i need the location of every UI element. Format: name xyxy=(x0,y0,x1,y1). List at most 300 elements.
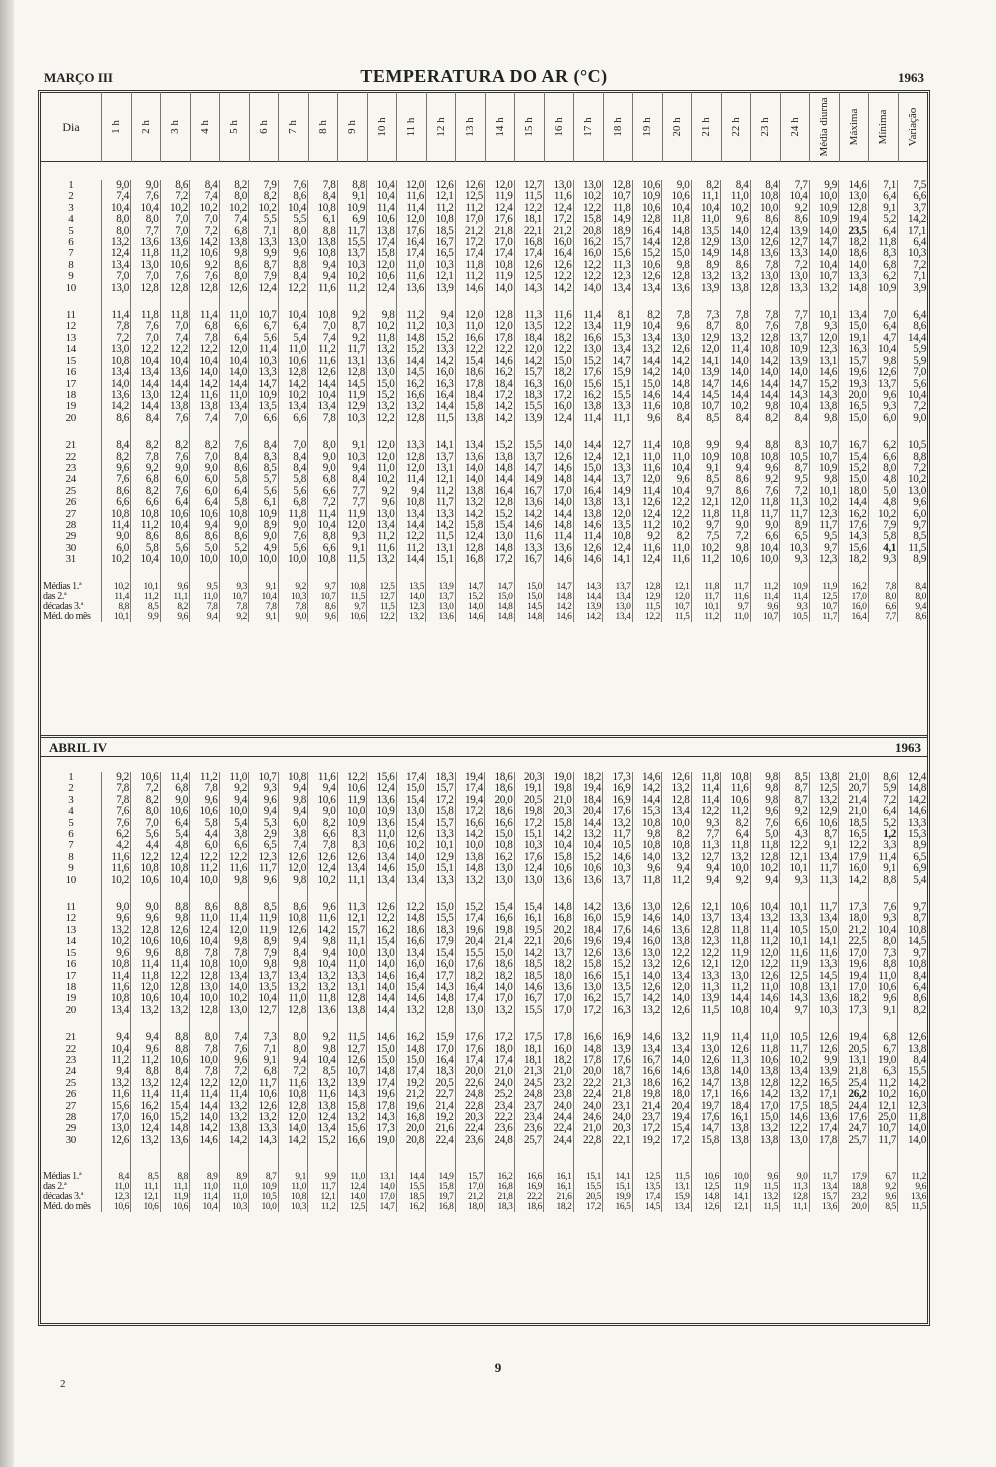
value-cell: 12,2 xyxy=(662,497,692,508)
value-cell: 16,4 xyxy=(544,248,574,259)
value-cell: 15,0 xyxy=(573,463,603,474)
value-cell: 11,0 xyxy=(455,321,485,332)
value-cell: 10,4 xyxy=(131,356,161,367)
value-cell: 11,3 xyxy=(337,902,367,913)
value-cell: 10,7 xyxy=(809,440,839,451)
value-cell: 12,4 xyxy=(544,413,574,424)
average-value: 13,4 xyxy=(809,1182,839,1192)
average-value: 10,6 xyxy=(101,1202,131,1212)
value-cell: 15,4 xyxy=(396,795,426,806)
value-cell: 9,4 xyxy=(278,783,308,794)
day-cell: 11 xyxy=(65,902,76,914)
column-header xyxy=(455,92,485,162)
value-cell: 12,3 xyxy=(898,1101,928,1112)
value-cell: 21,2 xyxy=(455,226,485,237)
value-cell: 17,0 xyxy=(485,993,515,1004)
value-cell: 23,7 xyxy=(632,1112,662,1123)
value-cell: 9,4 xyxy=(337,463,367,474)
average-label: Méd. do mês xyxy=(43,611,91,622)
value-cell: 5,2 xyxy=(868,214,898,225)
value-cell: 8,0 xyxy=(721,321,751,332)
value-cell: 7,7 xyxy=(691,829,721,840)
value-cell: 9,8 xyxy=(278,875,308,886)
value-cell: 10,2 xyxy=(898,474,928,485)
value-cell: 8,7 xyxy=(691,321,721,332)
average-value: 13,4 xyxy=(603,612,633,622)
day-cell: 20 xyxy=(65,1004,76,1016)
value-cell: 12,6 xyxy=(632,497,662,508)
value-cell: 12,6 xyxy=(662,959,692,970)
value-cell: 11,4 xyxy=(190,310,220,321)
value-cell: 7,2 xyxy=(278,1066,308,1077)
value-cell: 14,5 xyxy=(337,379,367,390)
value-cell: 23,5 xyxy=(839,226,869,237)
value-cell: 11,4 xyxy=(750,925,780,936)
value-cell: 11,6 xyxy=(101,852,131,863)
value-cell: 13,8 xyxy=(455,486,485,497)
value-cell: 13,9 xyxy=(337,1078,367,1089)
value-cell: 5,8 xyxy=(219,497,249,508)
value-cell: 17,9 xyxy=(426,936,456,947)
value-cell: 9,1 xyxy=(691,463,721,474)
value-cell: 9,2 xyxy=(367,486,397,497)
value-cell: 7,8 xyxy=(101,321,131,332)
value-cell: 12,2 xyxy=(455,344,485,355)
value-cell: 13,2 xyxy=(603,818,633,829)
value-cell: 6,0 xyxy=(868,413,898,424)
table-row xyxy=(41,463,927,474)
average-value: 7,8 xyxy=(219,602,249,612)
value-cell: 11,4 xyxy=(721,344,751,355)
value-cell: 8,8 xyxy=(308,226,338,237)
value-cell: 10,9 xyxy=(337,818,367,829)
value-cell: 7,8 xyxy=(750,260,780,271)
average-value: 9,2 xyxy=(868,1182,898,1192)
value-cell: 11,8 xyxy=(603,203,633,214)
average-value: 13,9 xyxy=(573,602,603,612)
value-cell: 14,7 xyxy=(809,237,839,248)
value-cell: 13,2 xyxy=(219,1112,249,1123)
value-cell: 6,2 xyxy=(868,271,898,282)
value-cell: 24,8 xyxy=(455,1089,485,1100)
averages-gap xyxy=(41,566,927,582)
value-cell: 6,4 xyxy=(898,310,928,321)
value-cell: 11,8 xyxy=(750,497,780,508)
column-header-label: 3 h xyxy=(169,120,182,134)
value-cell: 12,7 xyxy=(780,237,810,248)
value-cell: 22,5 xyxy=(839,936,869,947)
value-cell: 14,6 xyxy=(632,925,662,936)
value-cell: 20,7 xyxy=(839,783,869,794)
value-cell: 14,4 xyxy=(131,401,161,412)
value-cell: 13,4 xyxy=(780,1066,810,1077)
value-cell: 24,4 xyxy=(544,1112,574,1123)
value-cell: 12,6 xyxy=(573,948,603,959)
value-cell: 14,5 xyxy=(898,936,928,947)
value-cell: 13,0 xyxy=(662,333,692,344)
value-cell: 8,6 xyxy=(190,531,220,542)
value-cell: 24,0 xyxy=(573,1101,603,1112)
value-cell: 14,3 xyxy=(337,1089,367,1100)
value-cell: 15,0 xyxy=(750,1112,780,1123)
value-cell: 13,2 xyxy=(308,971,338,982)
day-cell: 24 xyxy=(65,474,76,486)
value-cell: 15,0 xyxy=(367,1044,397,1055)
column-header-label: 17 h xyxy=(582,117,595,137)
value-cell: 10,6 xyxy=(632,260,662,271)
column-header xyxy=(278,92,308,162)
value-cell: 15,8 xyxy=(426,806,456,817)
value-cell: 9,6 xyxy=(632,863,662,874)
value-cell: 18,0 xyxy=(839,913,869,924)
value-cell: 9,8 xyxy=(308,936,338,947)
value-cell: 21,8 xyxy=(485,226,515,237)
value-cell: 6,4 xyxy=(721,829,751,840)
value-cell: 16,2 xyxy=(573,390,603,401)
value-cell: 5,6 xyxy=(278,543,308,554)
value-cell: 20,3 xyxy=(514,772,544,783)
value-cell: 7,1 xyxy=(898,271,928,282)
average-value: 9,7 xyxy=(721,602,751,612)
day-cell: 7 xyxy=(68,840,74,852)
value-cell: 13,0 xyxy=(780,1135,810,1146)
value-cell: 13,8 xyxy=(898,1044,928,1055)
value-cell: 14,6 xyxy=(632,1032,662,1043)
value-cell: 12,6 xyxy=(721,1044,751,1055)
april-temperature-table xyxy=(41,772,927,1212)
value-cell: 15,0 xyxy=(544,356,574,367)
value-cell: 13,0 xyxy=(514,875,544,886)
value-cell: 7,4 xyxy=(219,214,249,225)
value-cell: 10,5 xyxy=(603,840,633,851)
value-cell: 11,0 xyxy=(219,772,249,783)
value-cell: 14,0 xyxy=(662,993,692,1004)
value-cell: 18,6 xyxy=(485,959,515,970)
value-cell: 12,4 xyxy=(632,509,662,520)
value-cell: 8,5 xyxy=(780,772,810,783)
value-cell: 8,0 xyxy=(101,214,131,225)
value-cell: 14,4 xyxy=(160,379,190,390)
value-cell: 6,6 xyxy=(308,486,338,497)
value-cell: 8,2 xyxy=(662,531,692,542)
value-cell: 12,2 xyxy=(514,203,544,214)
value-cell: 17,2 xyxy=(632,1123,662,1134)
value-cell: 10,6 xyxy=(190,248,220,259)
value-cell: 10,7 xyxy=(603,191,633,202)
value-cell: 14,2 xyxy=(190,1123,220,1134)
table-row xyxy=(41,554,927,565)
column-header-label: 11 h xyxy=(405,117,418,137)
value-cell: 17,2 xyxy=(455,806,485,817)
table-row xyxy=(41,829,927,840)
value-cell: 17,4 xyxy=(514,248,544,259)
value-cell: 11,4 xyxy=(573,310,603,321)
value-cell: 8,6 xyxy=(898,321,928,332)
value-cell: 7,4 xyxy=(190,191,220,202)
value-cell: 10,2 xyxy=(308,875,338,886)
value-cell: 17,2 xyxy=(573,1005,603,1016)
value-cell: 14,8 xyxy=(544,902,574,913)
value-cell: 13,8 xyxy=(455,413,485,424)
value-cell: 15,3 xyxy=(632,806,662,817)
value-cell: 22,7 xyxy=(426,1089,456,1100)
value-cell: 7,6 xyxy=(278,531,308,542)
value-cell: 14,2 xyxy=(662,356,692,367)
average-value: 14,4 xyxy=(573,592,603,602)
value-cell: 8,7 xyxy=(780,783,810,794)
value-cell: 12,8 xyxy=(190,1005,220,1016)
value-cell: 15,5 xyxy=(603,390,633,401)
value-cell: 11,9 xyxy=(780,959,810,970)
value-cell: 8,0 xyxy=(278,226,308,237)
average-value: 14,0 xyxy=(367,1182,397,1192)
value-cell: 8,2 xyxy=(131,440,161,451)
value-cell: 15,6 xyxy=(839,543,869,554)
value-cell: 13,8 xyxy=(573,401,603,412)
value-cell: 14,6 xyxy=(544,463,574,474)
value-cell: 10,3 xyxy=(337,260,367,271)
value-cell: 13,4 xyxy=(721,913,751,924)
value-cell: 10,2 xyxy=(868,509,898,520)
value-cell: 13,2 xyxy=(396,401,426,412)
value-cell: 5,8 xyxy=(190,818,220,829)
value-cell: 13,2 xyxy=(308,982,338,993)
value-cell: 19,6 xyxy=(396,1101,426,1112)
value-cell: 7,0 xyxy=(278,440,308,451)
value-cell: 15,1 xyxy=(603,379,633,390)
value-cell: 13,7 xyxy=(544,948,574,959)
value-cell: 13,7 xyxy=(426,452,456,463)
value-cell: 9,3 xyxy=(868,913,898,924)
value-cell: 10,0 xyxy=(190,875,220,886)
average-value: 13,2 xyxy=(750,1192,780,1202)
value-cell: 9,4 xyxy=(219,795,249,806)
value-cell: 11,6 xyxy=(308,283,338,294)
value-cell: 12,8 xyxy=(426,1005,456,1016)
value-cell: 16,9 xyxy=(603,795,633,806)
value-cell: 11,8 xyxy=(662,214,692,225)
value-cell: 15,8 xyxy=(455,520,485,531)
value-cell: 14,8 xyxy=(455,863,485,874)
value-cell: 15,6 xyxy=(337,1123,367,1134)
value-cell: 13,0 xyxy=(721,971,751,982)
value-cell: 14,4 xyxy=(367,1005,397,1016)
value-cell: 9,6 xyxy=(868,993,898,1004)
value-cell: 19,2 xyxy=(426,1112,456,1123)
value-cell: 13,4 xyxy=(101,1005,131,1016)
column-header-label: 9 h xyxy=(346,120,359,134)
average-label: Médias 1.ª xyxy=(43,1172,82,1183)
average-value: 11,3 xyxy=(780,1182,810,1192)
value-cell: 9,4 xyxy=(308,783,338,794)
value-cell: 16,6 xyxy=(573,333,603,344)
average-value: 7,7 xyxy=(868,612,898,622)
value-cell: 10,0 xyxy=(219,959,249,970)
value-cell: 10,2 xyxy=(809,497,839,508)
value-cell: 10,2 xyxy=(721,203,751,214)
value-cell: 15,7 xyxy=(603,237,633,248)
value-cell: 13,4 xyxy=(367,875,397,886)
value-cell: 16,6 xyxy=(573,971,603,982)
value-cell: 6,8 xyxy=(219,226,249,237)
value-cell: 9,8 xyxy=(809,413,839,424)
value-cell: 23,4 xyxy=(485,1101,515,1112)
average-label: décadas 3.ª xyxy=(43,601,84,612)
value-cell: 15,4 xyxy=(485,520,515,531)
value-cell: 12,2 xyxy=(839,840,869,851)
value-cell: 10,7 xyxy=(249,772,279,783)
value-cell: 10,4 xyxy=(190,356,220,367)
value-cell: 6,0 xyxy=(278,818,308,829)
average-value: 10,3 xyxy=(219,1202,249,1212)
value-cell: 11,6 xyxy=(101,982,131,993)
value-cell: 12,6 xyxy=(544,260,574,271)
value-cell: 23,4 xyxy=(514,1112,544,1123)
value-cell: 15,2 xyxy=(396,344,426,355)
value-cell: 7,9 xyxy=(249,271,279,282)
value-cell: 10,2 xyxy=(662,520,692,531)
average-value: 11,7 xyxy=(308,1182,338,1192)
value-cell: 11,8 xyxy=(691,509,721,520)
value-cell: 15,8 xyxy=(544,852,574,863)
value-cell: 14,2 xyxy=(750,1089,780,1100)
value-cell: 11,8 xyxy=(131,971,161,982)
value-cell: 11,6 xyxy=(308,772,338,783)
value-cell: 11,2 xyxy=(721,982,751,993)
value-cell: 12,2 xyxy=(780,1123,810,1134)
value-cell: 5,8 xyxy=(278,474,308,485)
table-row xyxy=(41,497,927,508)
value-cell: 12,5 xyxy=(455,191,485,202)
value-cell: 6,8 xyxy=(278,497,308,508)
value-cell: 9,6 xyxy=(131,1044,161,1055)
value-cell: 10,2 xyxy=(367,321,397,332)
value-cell: 16,2 xyxy=(485,367,515,378)
value-cell: 9,1 xyxy=(337,191,367,202)
average-value: 8,4 xyxy=(898,582,928,592)
value-cell: 5,9 xyxy=(898,356,928,367)
value-cell: 11,2 xyxy=(721,806,751,817)
value-cell: 5,7 xyxy=(249,474,279,485)
average-value: 16,9 xyxy=(514,1182,544,1192)
value-cell: 8,7 xyxy=(898,913,928,924)
value-cell: 8,6 xyxy=(898,993,928,1004)
value-cell: 13,0 xyxy=(485,875,515,886)
value-cell: 9,3 xyxy=(249,783,279,794)
value-cell: 12,8 xyxy=(632,214,662,225)
value-cell: 18,4 xyxy=(514,333,544,344)
value-cell: 13,8 xyxy=(721,1135,751,1146)
day-cell: 18 xyxy=(65,389,76,401)
value-cell: 14,0 xyxy=(101,379,131,390)
value-cell: 8,0 xyxy=(190,1032,220,1043)
value-cell: 15,6 xyxy=(367,772,397,783)
value-cell: 12,4 xyxy=(101,248,131,259)
value-cell: 14,2 xyxy=(190,237,220,248)
value-cell: 11,5 xyxy=(426,413,456,424)
value-cell: 16,8 xyxy=(396,1112,426,1123)
value-cell: 15,5 xyxy=(426,913,456,924)
value-cell: 12,3 xyxy=(691,936,721,947)
value-cell: 13,8 xyxy=(750,1135,780,1146)
average-value: 19,7 xyxy=(426,1192,456,1202)
value-cell: 10,2 xyxy=(190,203,220,214)
value-cell: 21,4 xyxy=(485,936,515,947)
average-value: 13,6 xyxy=(809,1202,839,1212)
value-cell: 12,9 xyxy=(691,237,721,248)
value-cell: 12,8 xyxy=(455,543,485,554)
day-cell: 1 xyxy=(68,180,74,191)
value-cell: 20,0 xyxy=(485,795,515,806)
value-cell: 9,7 xyxy=(898,948,928,959)
average-value: 9,4 xyxy=(898,602,928,612)
column-header-label: 12 h xyxy=(434,117,447,137)
value-cell: 9,0 xyxy=(750,520,780,531)
value-cell: 7,9 xyxy=(868,520,898,531)
value-cell: 17,9 xyxy=(839,852,869,863)
value-cell: 8,8 xyxy=(278,260,308,271)
value-cell: 5,2 xyxy=(219,543,249,554)
value-cell: 17,0 xyxy=(544,993,574,1004)
value-cell: 19,0 xyxy=(868,1055,898,1066)
value-cell: 14,2 xyxy=(544,829,574,840)
value-cell: 13,8 xyxy=(721,1123,751,1134)
value-cell: 13,8 xyxy=(809,401,839,412)
value-cell: 8,6 xyxy=(721,474,751,485)
value-cell: 10,2 xyxy=(101,554,131,565)
value-cell: 12,5 xyxy=(809,783,839,794)
average-value: 11,2 xyxy=(750,582,780,592)
value-cell: 10,8 xyxy=(190,959,220,970)
value-cell: 16,4 xyxy=(455,982,485,993)
value-cell: 10,6 xyxy=(190,509,220,520)
value-cell: 9,4 xyxy=(721,463,751,474)
average-value: 17,9 xyxy=(839,1172,869,1182)
value-cell: 15,6 xyxy=(573,379,603,390)
average-value: 10,7 xyxy=(308,592,338,602)
value-cell: 16,0 xyxy=(396,959,426,970)
table-row xyxy=(41,783,927,794)
value-cell: 1,2 xyxy=(868,829,898,840)
value-cell: 17,6 xyxy=(839,1112,869,1123)
value-cell: 16,6 xyxy=(485,913,515,924)
value-cell: 17,2 xyxy=(485,554,515,565)
value-cell: 11,7 xyxy=(249,1078,279,1089)
value-cell: 13,8 xyxy=(219,1123,249,1134)
day-cell: 29 xyxy=(65,531,76,543)
value-cell: 10,8 xyxy=(426,214,456,225)
value-cell: 12,4 xyxy=(603,543,633,554)
value-cell: 15,0 xyxy=(809,925,839,936)
value-cell: 7,9 xyxy=(249,948,279,959)
value-cell: 5,4 xyxy=(278,333,308,344)
column-header xyxy=(868,92,898,162)
value-cell: 9,2 xyxy=(721,875,751,886)
column-header-label: 1 h xyxy=(110,120,123,134)
average-value: 10,5 xyxy=(780,612,810,622)
value-cell: 12,2 xyxy=(691,948,721,959)
average-value: 10,4 xyxy=(249,592,279,602)
value-cell: 12,1 xyxy=(426,271,456,282)
value-cell: 17,6 xyxy=(455,959,485,970)
value-cell: 10,9 xyxy=(337,203,367,214)
value-cell: 16,2 xyxy=(573,993,603,1004)
average-value: 11,6 xyxy=(721,592,751,602)
value-cell: 15,0 xyxy=(396,1055,426,1066)
value-cell: 10,4 xyxy=(278,310,308,321)
day-cell: 17 xyxy=(65,970,76,982)
average-value: 12,8 xyxy=(780,1192,810,1202)
